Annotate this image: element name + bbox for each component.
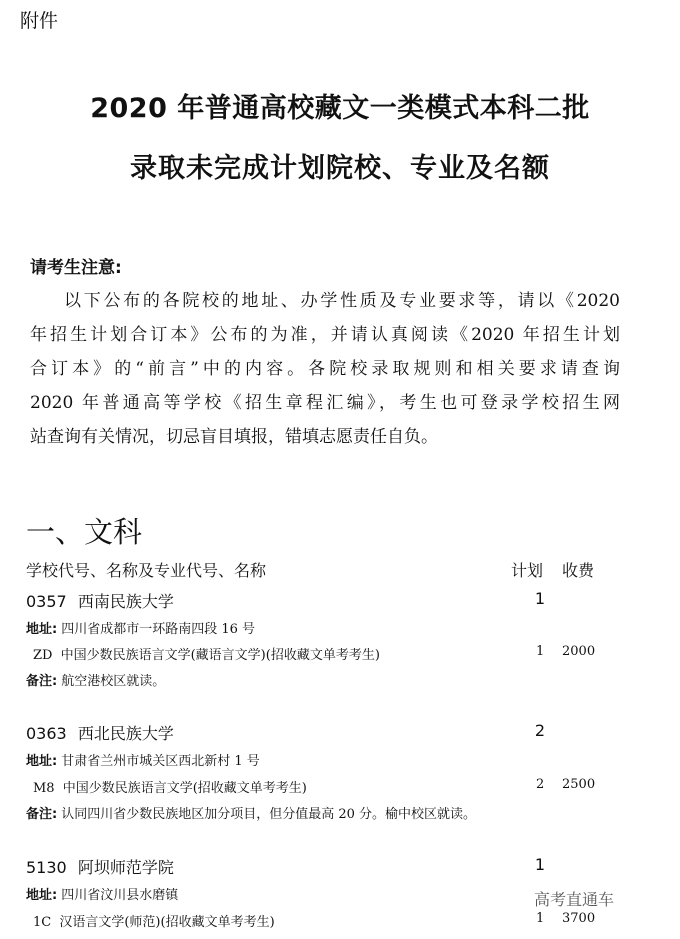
school-plan: 2 (534, 721, 546, 740)
school-code: 5130 (26, 858, 67, 877)
major-row (33, 777, 307, 796)
school-address (26, 884, 178, 903)
major-code: 1C (33, 915, 52, 930)
notice-line: 站查询有关情况，切忌盲目填报，错填志愿责任自负。 (30, 427, 438, 447)
major-row (33, 644, 380, 663)
address-label: 地址: (26, 622, 58, 637)
school-address (26, 618, 255, 637)
attachment-label: 附件 (20, 10, 59, 32)
school-title (26, 855, 174, 878)
address-text: 四川省汶川县水磨镇 (61, 888, 179, 903)
school-note (26, 803, 476, 822)
school-title (26, 721, 174, 744)
notice-line: 2020 年普通高等学校《招生章程汇编》，考生也可登录学校招生网 (30, 393, 620, 413)
notice-heading: 请考生注意: (30, 258, 122, 278)
major-plan: 2 (536, 777, 545, 792)
school-code: 0357 (26, 592, 67, 611)
school-plan: 1 (534, 589, 546, 608)
page-title-line2: 录取未完成计划院校、专业及名额 (130, 153, 550, 184)
major-fee: 2000 (562, 644, 596, 659)
major-name: 汉语言文学(师范)(招收藏文单考考生) (59, 915, 275, 930)
address-label: 地址: (26, 888, 58, 903)
section-title: 一、文科 (26, 515, 143, 549)
notice-line: 合订本》的“前言”中的内容。各院校录取规则和相关要求请查询 (30, 359, 620, 379)
school-name: 西南民族大学 (77, 592, 174, 611)
major-name: 中国少数民族语言文学(招收藏文单考考生) (62, 781, 307, 796)
major-code: ZD (33, 648, 53, 663)
major-fee: 3700 (562, 911, 596, 926)
major-name: 中国少数民族语言文学(藏语言文学)(招收藏文单考考生) (60, 648, 380, 663)
major-plan: 1 (536, 911, 545, 926)
address-text: 四川省成都市一环路南四段 16 号 (61, 622, 256, 637)
page-title-line1: 2020 年普通高校藏文一类模式本科二批 (90, 93, 590, 124)
address-text: 甘肃省兰州市城关区西北新村 1 号 (61, 754, 260, 769)
major-plan: 1 (536, 644, 545, 659)
school-name: 西北民族大学 (77, 724, 174, 743)
note-text: 认同四川省少数民族地区加分项目，但分值最高 20 分。榆中校区就读。 (61, 807, 477, 822)
school-address (26, 750, 260, 769)
major-code: M8 (33, 781, 55, 796)
header-fee-column: 收费 (562, 561, 595, 580)
watermark-text: 高考直通车 (530, 886, 618, 911)
school-title (26, 589, 174, 612)
school-name: 阿坝师范学院 (77, 858, 174, 877)
notice-line: 年招生计划合订本》公布的为准，并请认真阅读《2020 年招生计划 (30, 325, 620, 345)
header-school-column: 学校代号、名称及专业代号、名称 (26, 561, 267, 580)
school-code: 0363 (26, 724, 67, 743)
header-plan-column: 计划 (511, 561, 544, 580)
note-label: 备注: (26, 807, 58, 822)
notice-line: 以下公布的各院校的地址、办学性质及专业要求等，请以《2020 (64, 291, 620, 311)
notice-paragraph (30, 284, 620, 454)
note-label: 备注: (26, 674, 58, 689)
note-text: 航空港校区就读。 (61, 674, 166, 689)
major-fee: 2500 (562, 777, 596, 792)
school-note (26, 670, 165, 689)
school-plan: 1 (534, 855, 546, 874)
major-row (33, 911, 275, 930)
address-label: 地址: (26, 754, 58, 769)
